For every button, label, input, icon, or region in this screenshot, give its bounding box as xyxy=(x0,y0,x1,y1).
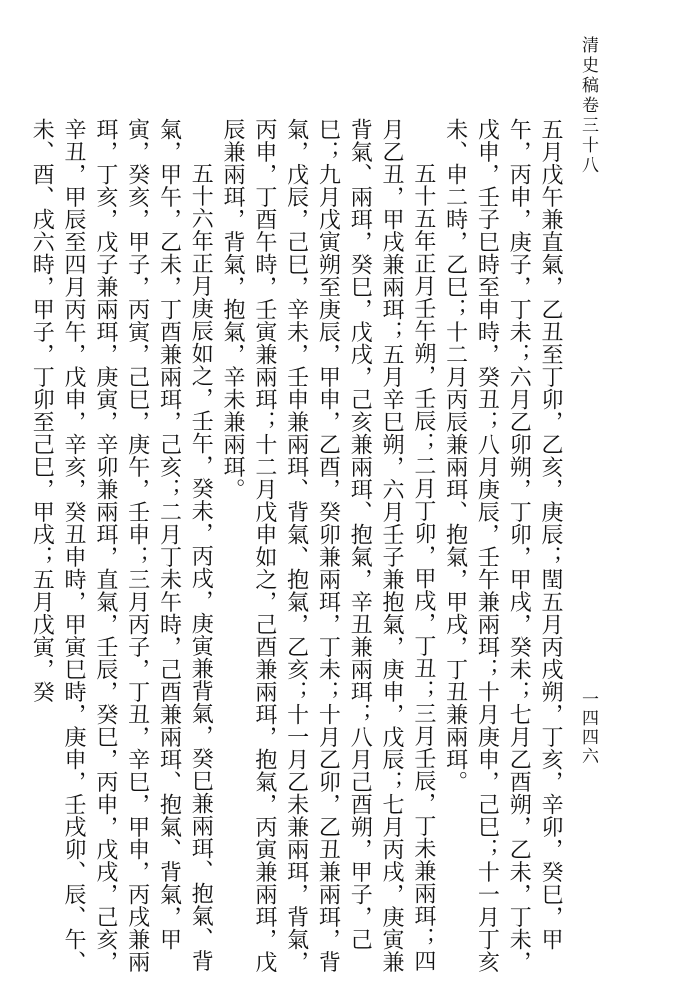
main-text-block xyxy=(29,118,566,978)
page-number: 一四四六 xyxy=(578,690,598,766)
running-header: 清史稿卷三十八 xyxy=(578,36,598,176)
paragraph-continuation: 五月戊午兼直氣，乙丑至丁卯，乙亥，庚辰；閏五月丙戌朔，丁亥，辛卯，癸巳，甲午，丙申，庚子，丁未；六月乙卯朔，丁卯，甲戌，癸未；七月乙酉朔，乙未，丁未，戊申，壬子巳時至申時，癸丑；八月庚辰，壬午兼兩珥；十月庚申，己巳；十一月丁亥未、申二時，乙巳；十二月丙辰兼兩珥、抱氣，甲戌，丁丑兼兩珥。 xyxy=(442,118,563,973)
paragraph-year-56: 五十六年正月庚辰如之，壬午，癸未，丙戌，庚寅兼背氣，癸巳兼兩珥、抱氣、背氣，甲午，乙未，丁酉兼兩珥，己亥；二月丁未午時，己酉兼兩珥、抱氣、背氣，甲寅，癸亥，甲子，丙寅，己巳，庚午，壬申；三月丙子，丁丑，辛巳，甲申，丙戌兼兩珥，丁亥，戊子兼兩珥，庚寅，辛卯兼兩珥，直氣，壬辰，癸巳，丙申，戊戌，己亥，辛丑，甲辰至四月丙午，戊申，辛亥，癸丑申時，甲寅巳時，庚申，壬戌卯、辰、午、未、酉、戌六時，甲子，丁卯至己巳，甲戌；五月戊寅，癸 xyxy=(29,118,214,973)
paragraph-year-55: 五十五年正月壬午朔，壬辰；二月丁卯，甲戌，丁丑；三月壬辰，丁未兼兩珥；四月乙丑，甲戌兼兩珥；五月辛巳朔，六月壬子兼抱氣，庚申，戊辰；七月丙戌，庚寅兼背氣、兩珥，癸巳，戊戌，己亥兼兩珥、抱氣，辛丑兼兩珥；八月己酉朔，甲子，己巳；九月戊寅朔至庚辰，甲申，乙酉，癸卯兼兩珥，丁未；十月乙卯，乙丑兼兩珥，背氣，戊辰，己巳，辛未，壬申兼兩珥、背氣、抱氣，乙亥；十一月乙未兼兩珥，背氣，丙申，丁酉午時，壬寅兼兩珥；十二月戊申如之，己酉兼兩珥，抱氣，丙寅兼兩珥，戊辰兼兩珥，背氣，抱氣，辛未兼兩珥。 xyxy=(220,118,436,973)
